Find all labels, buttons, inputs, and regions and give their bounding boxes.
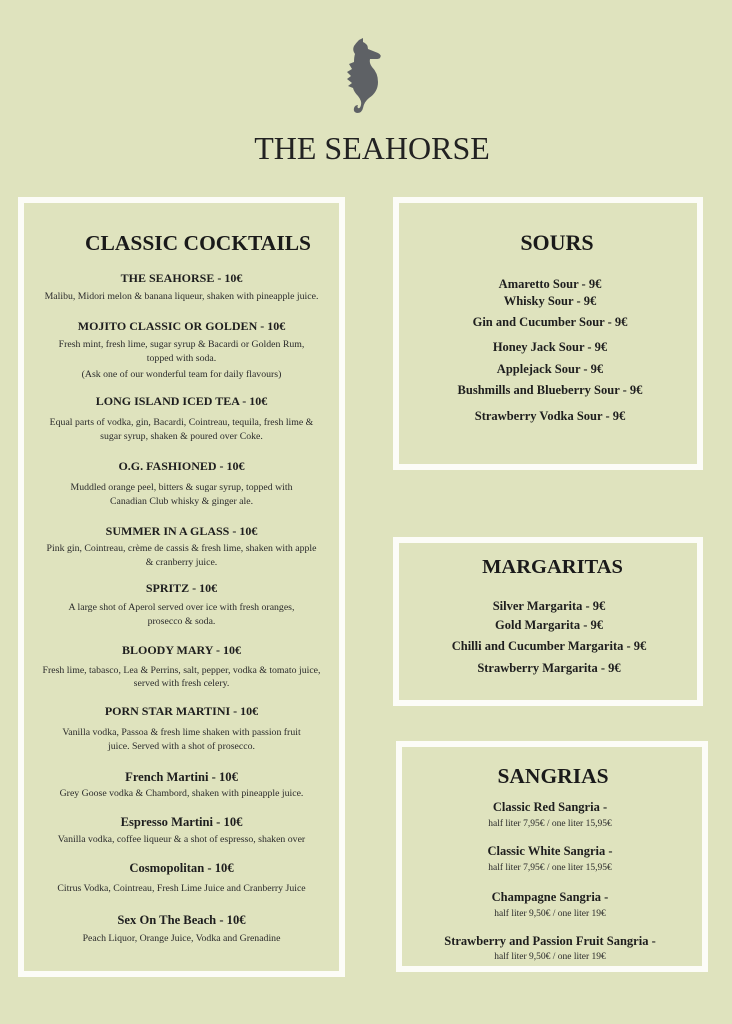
cocktail-item [24, 860, 339, 896]
cocktail-name: Cosmopolitan - 10€ [129, 861, 234, 875]
cocktail-description: Citrus Vodka, Cointreau, Fresh Lime Juice and Cranberry Juice [57, 883, 306, 894]
margarita-item: Strawberry Margarita - 9€ [477, 661, 621, 675]
sangria-name: Strawberry and Passion Fruit Sangria - [444, 934, 656, 948]
sour-item: Applejack Sour - 9€ [496, 362, 604, 376]
cocktail-description: Vanilla vodka, Passoa & fresh lime shaken with passion fruit [62, 727, 301, 738]
cocktail-item [24, 769, 339, 801]
sangria-item [402, 933, 698, 964]
cocktail-name: THE SEAHORSE - 10€ [120, 271, 243, 285]
margarita-item: Chilli and Cucumber Margarita - 9€ [451, 639, 647, 653]
cocktail-description: Malibu, Midori melon & banana liqueur, shaken with pineapple juice. [44, 291, 319, 302]
cocktail-name: French Martini - 10€ [125, 770, 238, 784]
sangrias-section [396, 741, 708, 972]
cocktail-description: juice. Served with a shot of prosecco. [108, 741, 255, 752]
sour-item: Gin and Cucumber Sour - 9€ [472, 315, 628, 329]
cocktail-description: Vanilla vodka, coffee liqueur & a shot of espresso, shaken over [57, 834, 306, 845]
seahorse-icon [346, 38, 382, 114]
cocktail-name: SUMMER IN A GLASS - 10€ [105, 524, 258, 538]
cocktail-name: Sex On The Beach - 10€ [117, 913, 246, 927]
cocktail-description: Fresh mint, fresh lime, sugar syrup & Bacardi or Golden Rum, [58, 339, 305, 350]
section-heading: CLASSIC COCKTAILS [84, 231, 311, 255]
cocktail-description: Canadian Club whisky & ginger ale. [109, 496, 254, 507]
cocktail-description: Muddled orange peel, bitters & sugar syrup, topped with [70, 482, 293, 493]
cocktail-name: O.G. FASHIONED - 10€ [118, 459, 245, 473]
sangria-item [402, 889, 698, 921]
cocktail-item [24, 912, 339, 946]
cocktail-name: SPRITZ - 10€ [145, 581, 218, 595]
sangria-item [402, 799, 698, 831]
sangria-name: Classic White Sangria - [487, 844, 613, 858]
section-heading: SOURS [520, 230, 594, 255]
cocktail-description: A large shot of Aperol served over ice with fresh oranges, [68, 602, 295, 613]
sangria-name: Champagne Sangria - [491, 890, 609, 904]
cocktail-description: Equal parts of vodka, gin, Bacardi, Cointreau, tequila, fresh lime & [49, 417, 314, 428]
margarita-item: Silver Margarita - 9€ [492, 599, 606, 613]
cocktail-description: Pink gin, Cointreau, crème de cassis & fresh lime, shaken with apple [46, 543, 317, 554]
cocktail-item [24, 523, 339, 570]
sour-item: Strawberry Vodka Sour - 9€ [474, 409, 626, 423]
cocktail-description: Grey Goose vodka & Chambord, shaken with pineapple juice. [59, 788, 304, 799]
sangria-price: half liter 9,50€ / one liter 19€ [494, 952, 606, 962]
sour-item: Bushmills and Blueberry Sour - 9€ [457, 383, 643, 397]
sangria-price: half liter 9,50€ / one liter 19€ [494, 909, 606, 919]
sangria-name: Classic Red Sangria - [492, 800, 608, 814]
cocktail-item [24, 458, 339, 509]
cocktail-item [24, 393, 339, 444]
cocktail-description: prosecco & soda. [147, 616, 216, 627]
section-heading: SANGRIAS [497, 764, 609, 788]
cocktail-item [24, 318, 339, 382]
cocktail-name: MOJITO CLASSIC OR GOLDEN - 10€ [77, 319, 286, 333]
cocktail-item [24, 580, 339, 629]
sour-item: Amaretto Sour - 9€ [498, 277, 602, 291]
cocktail-item [24, 814, 339, 847]
sangria-price: half liter 7,95€ / one liter 15,95€ [488, 819, 612, 829]
classic-cocktails-section [18, 197, 345, 977]
section-heading: MARGARITAS [482, 556, 623, 578]
sour-item: Whisky Sour - 9€ [503, 294, 597, 308]
cocktail-name: BLOODY MARY - 10€ [121, 643, 241, 657]
sour-item: Honey Jack Sour - 9€ [492, 340, 608, 354]
sangria-price: half liter 7,95€ / one liter 15,95€ [488, 863, 612, 873]
cocktail-name: PORN STAR MARTINI - 10€ [104, 704, 259, 718]
cocktail-name: Espresso Martini - 10€ [120, 815, 243, 829]
cocktail-item [24, 642, 339, 691]
cocktail-note: (Ask one of our wonderful team for daily flavours) [81, 369, 282, 380]
restaurant-title: THE SEAHORSE [254, 130, 490, 166]
margaritas-section [393, 537, 703, 706]
cocktail-name: LONG ISLAND ICED TEA - 10€ [95, 394, 268, 408]
cocktail-description: sugar syrup, shaken & poured over Coke. [100, 431, 263, 442]
sours-section [393, 197, 703, 470]
cocktail-description: Fresh lime, tabasco, Lea & Perrins, salt, pepper, vodka & tomato juice, [42, 665, 321, 676]
cocktail-description: served with fresh celery. [133, 678, 230, 689]
cocktail-description: & cranberry juice. [145, 557, 218, 568]
cocktail-description: Peach Liquor, Orange Juice, Vodka and Grenadine [82, 933, 281, 944]
margarita-item: Gold Margarita - 9€ [495, 618, 603, 632]
cocktail-description: topped with soda. [146, 353, 217, 364]
cocktail-item [24, 270, 339, 304]
cocktail-item [24, 703, 339, 754]
sangria-item [402, 843, 698, 875]
